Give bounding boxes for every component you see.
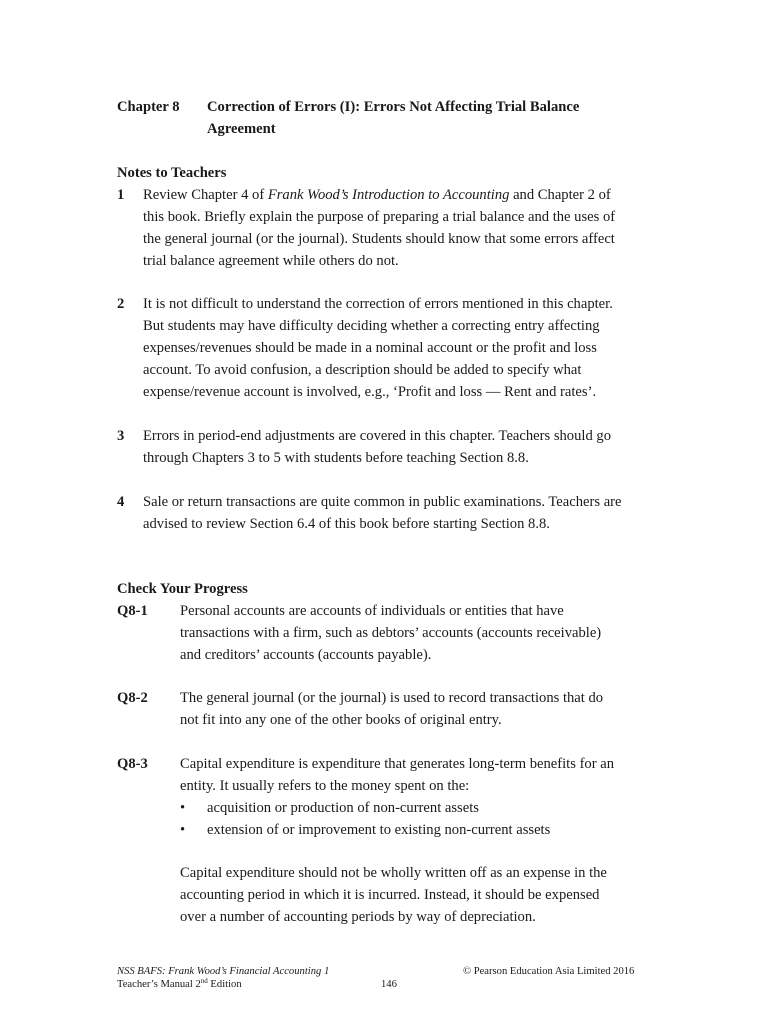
answer-line: Personal accounts are accounts of individuals or entities that have — [180, 603, 564, 619]
note-line: advised to review Section 6.4 of this book before starting Section 8.8. — [143, 516, 550, 532]
note-line: the general journal (or the journal). Students should know that some errors affect — [143, 231, 615, 247]
answer-line: and creditors’ accounts (accounts payable). — [180, 647, 432, 663]
note-line: trial balance agreement while others do not. — [143, 253, 399, 269]
footer-book-title: NSS BAFS: Frank Wood’s Financial Accounting 1 — [117, 966, 330, 977]
q1-answer — [180, 600, 601, 666]
answer-line: not fit into any one of the other books of original entry. — [180, 712, 502, 728]
answer-line: transactions with a firm, such as debtors’ accounts (accounts receivable) — [180, 625, 602, 641]
question-label: Q8-2 — [117, 690, 148, 706]
answer-line: entity. It usually refers to the money spent on the: — [180, 778, 470, 794]
chapter-title-line1: Correction of Errors (I): Errors Not Affecting Trial Balance — [207, 99, 580, 115]
q3-answer — [180, 753, 614, 797]
note-line: Errors in period-end adjustments are covered in this chapter. Teachers should go — [143, 428, 611, 444]
question-label: Q8-1 — [117, 603, 148, 619]
note-line: expense/revenue account is involved, e.g., ‘Profit and loss — Rent and rates’. — [143, 384, 597, 400]
book-title: Frank Wood’s Introduction to Accounting — [267, 187, 510, 203]
note-4-text — [143, 491, 622, 535]
note-line: account. To avoid confusion, a description should be added to specify what — [143, 362, 582, 378]
bullet-item: extension of or improvement to existing non-current assets — [207, 822, 551, 838]
answer-line: accounting period in which it is incurred. Instead, it should be expensed — [180, 887, 600, 903]
note-number: 1 — [117, 187, 125, 203]
note-line: through Chapters 3 to 5 with students before teaching Section 8.8. — [143, 450, 529, 466]
note-1-text — [143, 184, 615, 272]
question-label: Q8-3 — [117, 756, 148, 772]
footer-copyright: © Pearson Education Asia Limited 2016 — [463, 966, 635, 977]
note-number: 2 — [117, 296, 125, 312]
answer-line: Capital expenditure is expenditure that generates long-term benefits for an — [180, 756, 615, 772]
note-number: 3 — [117, 428, 125, 444]
note-3-text — [143, 425, 611, 469]
note-line: expenses/revenues should be made in a nominal account or the profit and loss — [143, 340, 597, 356]
page-number: 146 — [381, 979, 397, 990]
note-line: It is not difficult to understand the correction of errors mentioned in this chapter. — [143, 296, 613, 312]
q2-answer — [180, 687, 603, 731]
answer-line: The general journal (or the journal) is used to record transactions that do — [180, 690, 604, 706]
note-line: But students may have difficulty deciding whether a correcting entry affecting — [143, 318, 600, 334]
bullet-dot: • — [180, 800, 186, 816]
answer-line: Capital expenditure should not be wholly written off as an expense in the — [180, 865, 607, 881]
answer-line: over a number of accounting periods by way of depreciation. — [180, 909, 536, 925]
chapter-label: Chapter 8 — [117, 99, 180, 115]
bullet-item: acquisition or production of non-current assets — [207, 800, 479, 816]
bullet-dot: • — [180, 822, 186, 838]
note-1-line1: Review Chapter 4 of Frank Wood’s Introduction to Accounting and Chapter 2 of — [143, 187, 611, 203]
notes-heading: Notes to Teachers — [117, 165, 227, 181]
note-2-text — [143, 293, 613, 403]
footer-manual-edition: Teacher’s Manual 2nd Edition — [117, 977, 242, 990]
note-line: this book. Briefly explain the purpose of preparing a trial balance and the uses of — [143, 209, 616, 225]
chapter-title-line2: Agreement — [207, 121, 276, 137]
q3-answer-para2 — [180, 862, 607, 928]
progress-heading: Check Your Progress — [117, 581, 248, 597]
note-number: 4 — [117, 494, 125, 510]
note-line: Sale or return transactions are quite common in public examinations. Teachers are — [143, 494, 622, 510]
